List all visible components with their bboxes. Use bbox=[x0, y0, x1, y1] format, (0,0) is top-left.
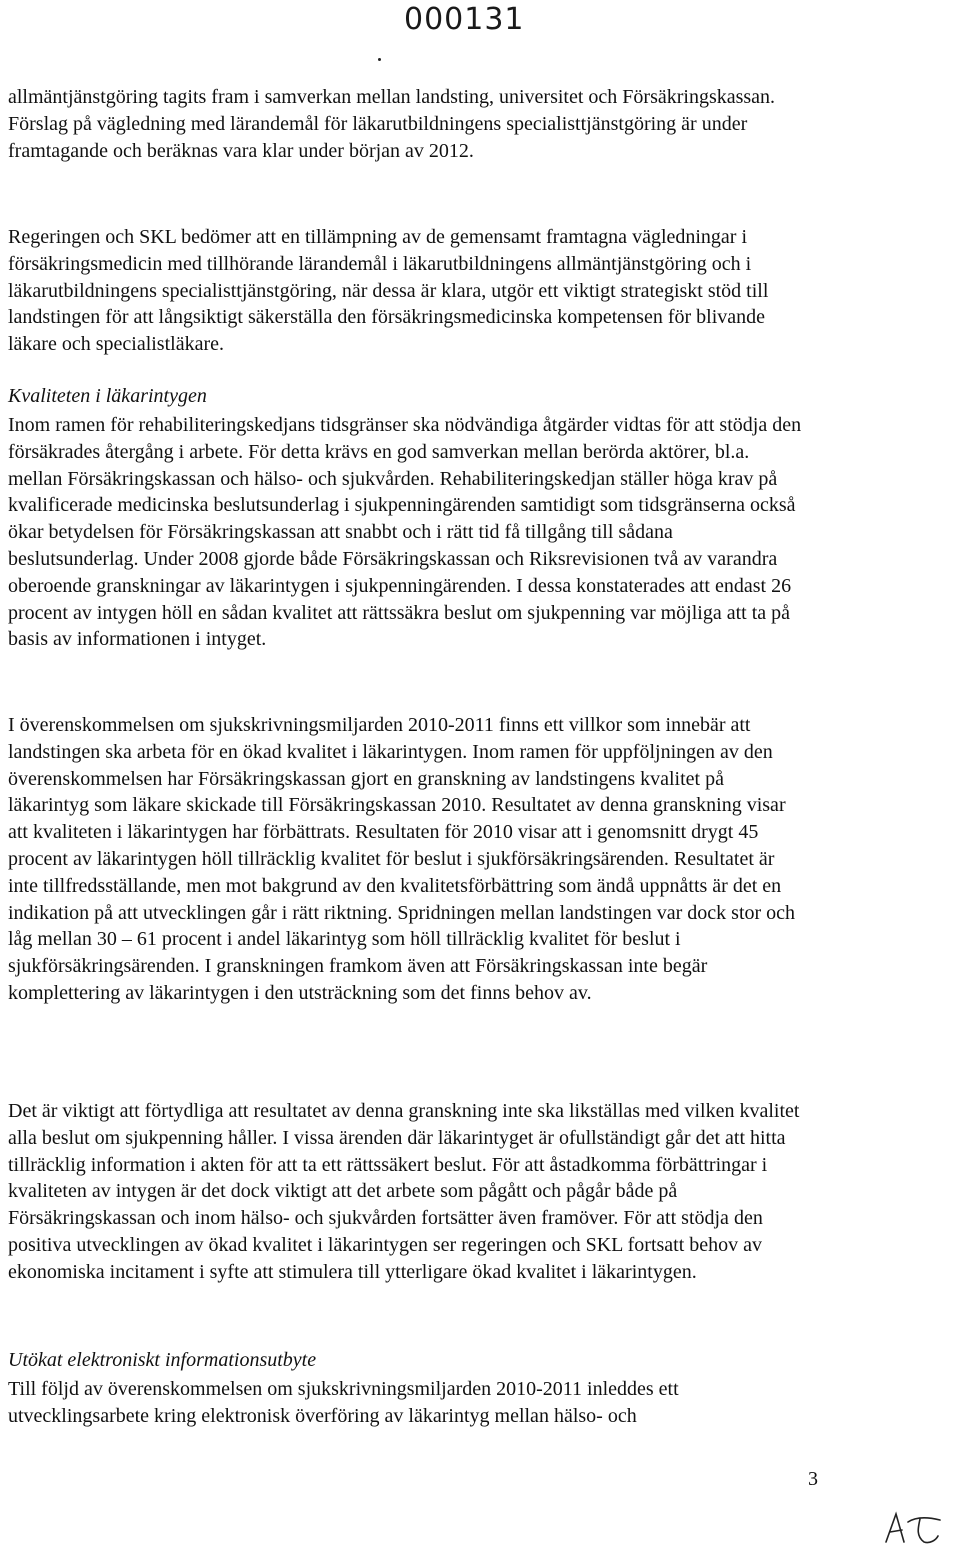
paragraph-6: Till följd av överenskommelsen om sjukskrivningsmiljarden 2010-2011 inleddes ett utvecklingsarbete kring elektronisk överföring av läkarintyg mellan hälso- och bbox=[8, 1378, 679, 1427]
paragraph-4: I överenskommelsen om sjukskrivningsmiljarden 2010-2011 finns ett villkor som innebär att landstingen ska arbeta för en ökad kvalitet i läkarintygen. Inom ramen för uppföljningen av den överenskommelsen har Försäkringskassan gjort en granskning av landstingens kvalitet på läkarintyg som läkare skickade till Försäkringskassan 2010. Resultatet av denna granskning visar att kvaliteten i läkarintygen har förbättrats. Resultaten för 2010 visar att i genomsnitt drygt 45 procent av läkarintygen höll tillräcklig kvalitet för beslut i sjukförsäkringsärenden. Resultatet är inte tillfredsställande, men mot bakgrund av den kvalitetsförbättring som ändå uppnåtts är det en indikation på att utvecklingen går i rätt riktning. Spridningen mellan landstingen var dock stor och låg mellan 30 – 61 procent i andel läkarintyg som höll tillräcklig kvalitet för beslut i sjukförsäkringsärenden. I granskningen framkom även att Försäkringskassan inte begär komplettering av läkarintygen i den utsträckning som det finns behov av. bbox=[8, 714, 796, 1004]
paragraph-5: Det är viktigt att förtydliga att resultatet av denna granskning inte ska likställas med vilken kvalitet alla beslut om sjukpenning håller. I vissa ärenden där läkarintyget är ofullständigt går det att hitta tillräcklig information i akten för att ta ett rättssäkert beslut. För att åstadkomma förbättringar i kvaliteten av intygen är det dock viktigt att det arbete som pågått och pågår både på Försäkringskassan och inom hälso- och sjukvården fortsätter även framöver. För att stödja den positiva utvecklingen av ökad kvalitet i läkarintygen ser regeringen och SKL fortsatt behov av ekonomiska incitament i syfte att stimulera till ytterligare ökad kvalitet i läkarintygen. bbox=[8, 1100, 800, 1283]
handwritten-initials bbox=[880, 1500, 960, 1548]
section-heading-quality: Kvaliteten i läkarintygen bbox=[8, 385, 207, 407]
archive-stamp-number: 000131 bbox=[404, 2, 525, 37]
paragraph-3: Inom ramen för rehabiliteringskedjans tidsgränser ska nödvändiga åtgärder vidtas för att stödja den försäkrades återgång i arbete. För detta krävs en god samverkan mellan berörda aktörer, bl.a. mellan Försäkringskassan och hälso- och sjukvården. Rehabiliteringskedjan ställer höga krav på kvalificerade medicinska beslutsunderlag i sjukpenningärenden samtidigt som tidsgränserna också ökar betydelsen för Försäkringskassan att snabbt och i rätt tid få tillgång till sådana beslutsunderlag. Under 2008 gjorde både Försäkringskassan och Riksrevisionen två av varandra oberoende granskningar av läkarintygen i sjukpenningärenden. I dessa konstaterades att endast 26 procent av intygen höll en sådan kvalitet att rättssäkra beslut om sjukpenning var möjliga att ta på basis av informationen i intyget. bbox=[8, 414, 802, 651]
scan-speck bbox=[378, 58, 381, 61]
paragraph-2: Regeringen och SKL bedömer att en tillämpning av de gemensamt framtagna vägledningar i försäkringsmedicin med tillhörande lärandemål i läkarutbildningens allmäntjänstgöring och i läkarutbildningens specialisttjänstgöring, när dessa är klara, utgör ett viktigt strategiskt stöd till landstingen för att långsiktigt säkerställa den försäkringsmedicinska kompetensen för blivande läkare och specialistläkare. bbox=[8, 226, 769, 356]
page-number: 3 bbox=[808, 1468, 818, 1490]
paragraph-1: allmäntjänstgöring tagits fram i samverkan mellan landsting, universitet och Försäkringskassan. Förslag på vägledning med lärandemål för läkarutbildningens specialisttjänstgöring är under framtagande och beräknas vara klar under början av 2012. bbox=[8, 86, 776, 162]
section-heading-electronic: Utökat elektroniskt informationsutbyte bbox=[8, 1349, 317, 1371]
